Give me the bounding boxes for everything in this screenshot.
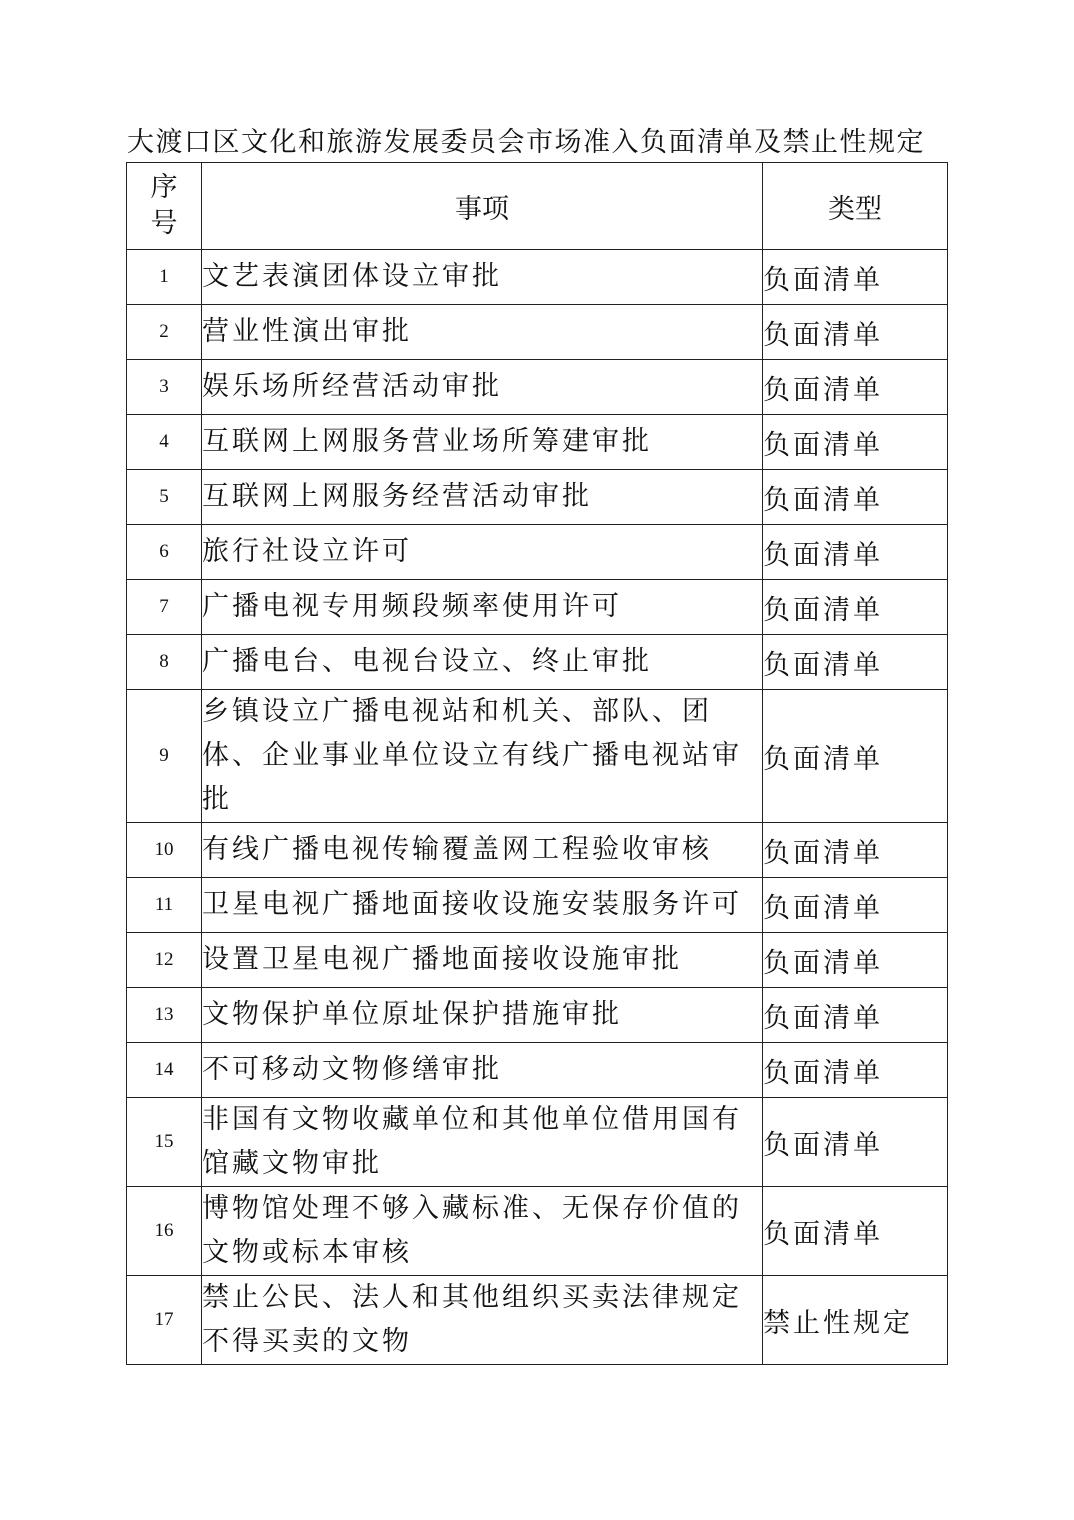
row-number: 11 (127, 878, 202, 933)
row-item: 互联网上网服务营业场所筹建审批 (202, 415, 763, 470)
row-type: 负面清单 (763, 580, 948, 635)
row-item: 博物馆处理不够入藏标准、无保存价值的文物或标本审核 (202, 1187, 763, 1276)
row-number: 17 (127, 1276, 202, 1365)
row-number: 9 (127, 690, 202, 823)
row-number: 8 (127, 635, 202, 690)
row-item: 乡镇设立广播电视站和机关、部队、团体、企业事业单位设立有线广播电视站审批 (202, 690, 763, 823)
row-number: 14 (127, 1043, 202, 1098)
header-type: 类型 (763, 163, 948, 250)
row-type: 禁止性规定 (763, 1276, 948, 1365)
row-type: 负面清单 (763, 823, 948, 878)
page-title: 大渡口区文化和旅游发展委员会市场准入负面清单及禁止性规定 (127, 127, 925, 158)
table-row (127, 580, 948, 635)
row-number: 7 (127, 580, 202, 635)
row-number: 16 (127, 1187, 202, 1276)
table-row (127, 305, 948, 360)
row-type: 负面清单 (763, 415, 948, 470)
row-type: 负面清单 (763, 1098, 948, 1187)
row-number: 3 (127, 360, 202, 415)
row-number: 1 (127, 250, 202, 305)
row-type: 负面清单 (763, 878, 948, 933)
row-type: 负面清单 (763, 635, 948, 690)
row-type: 负面清单 (763, 470, 948, 525)
header-no-label: 序号 (150, 172, 178, 239)
table-row (127, 690, 948, 823)
row-number: 15 (127, 1098, 202, 1187)
table-row (127, 1098, 948, 1187)
table-row (127, 878, 948, 933)
row-item: 不可移动文物修缮审批 (202, 1043, 763, 1098)
row-type: 负面清单 (763, 360, 948, 415)
row-number: 2 (127, 305, 202, 360)
table-row (127, 525, 948, 580)
row-type: 负面清单 (763, 988, 948, 1043)
row-type: 负面清单 (763, 305, 948, 360)
row-item: 广播电视专用频段频率使用许可 (202, 580, 763, 635)
table-row (127, 635, 948, 690)
list-table (126, 162, 948, 1365)
row-item: 营业性演出审批 (202, 305, 763, 360)
row-item: 文艺表演团体设立审批 (202, 250, 763, 305)
row-item: 旅行社设立许可 (202, 525, 763, 580)
row-item: 娱乐场所经营活动审批 (202, 360, 763, 415)
header-item: 事项 (202, 163, 763, 250)
table-row (127, 250, 948, 305)
table-row (127, 823, 948, 878)
row-item: 文物保护单位原址保护措施审批 (202, 988, 763, 1043)
row-type: 负面清单 (763, 933, 948, 988)
row-type: 负面清单 (763, 1187, 948, 1276)
table-row (127, 1276, 948, 1365)
row-type: 负面清单 (763, 250, 948, 305)
row-type: 负面清单 (763, 525, 948, 580)
table-header-row (127, 163, 948, 250)
table-row (127, 415, 948, 470)
row-number: 12 (127, 933, 202, 988)
row-item: 互联网上网服务经营活动审批 (202, 470, 763, 525)
table-row (127, 470, 948, 525)
row-item: 禁止公民、法人和其他组织买卖法律规定不得买卖的文物 (202, 1276, 763, 1365)
row-number: 5 (127, 470, 202, 525)
row-item: 卫星电视广播地面接收设施安装服务许可 (202, 878, 763, 933)
row-number: 6 (127, 525, 202, 580)
row-type: 负面清单 (763, 1043, 948, 1098)
row-number: 13 (127, 988, 202, 1043)
table-row (127, 360, 948, 415)
row-item: 设置卫星电视广播地面接收设施审批 (202, 933, 763, 988)
row-number: 4 (127, 415, 202, 470)
table-row (127, 1043, 948, 1098)
row-number: 10 (127, 823, 202, 878)
table-row (127, 933, 948, 988)
row-item: 有线广播电视传输覆盖网工程验收审核 (202, 823, 763, 878)
row-type: 负面清单 (763, 690, 948, 823)
header-no (127, 163, 202, 250)
row-item: 非国有文物收藏单位和其他单位借用国有馆藏文物审批 (202, 1098, 763, 1187)
table-row (127, 988, 948, 1043)
table-row (127, 1187, 948, 1276)
row-item: 广播电台、电视台设立、终止审批 (202, 635, 763, 690)
